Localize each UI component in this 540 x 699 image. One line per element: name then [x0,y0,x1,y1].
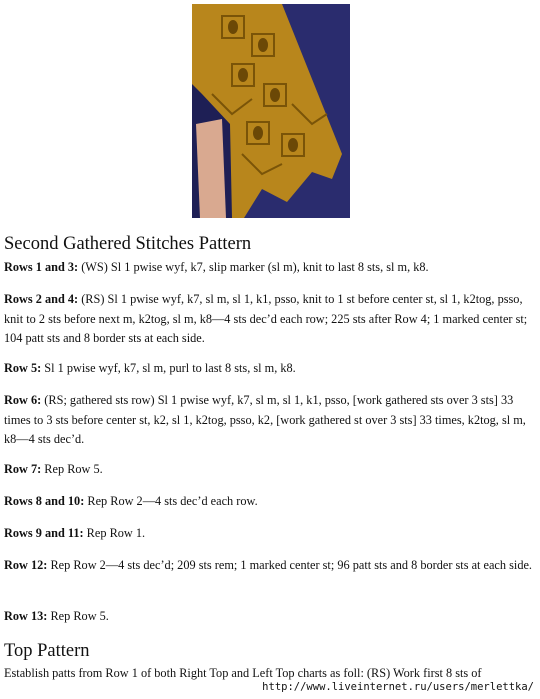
row-instruction-4: Row 6: (RS; gathered sts row) Sl 1 pwise wyf, k7, sl m, sl 1, k1, psso, [work gathered sts over 3 sts] 33 times to 3 sts before center st, k2, sl 1, k2tog, psso, k2, [work gathered st over 3 sts] 33 times, k2tog, sl m, k8—4 sts dec’d. [4,393,526,446]
row-instruction-1: Rows 1 and 3: (WS) Sl 1 pwise wyf, k7, slip marker (sl m), knit to last 8 sts, sl m, k8. [4,260,429,274]
shawl-photo [192,4,350,218]
top-pattern-intro: Establish patts from Row 1 of both Right Top and Left Top charts as foll: (RS) Work first 8 sts of [4,666,482,680]
section-heading-gathered: Second Gathered Stitches Pattern [4,234,252,254]
row-instruction-8: Row 12: Rep Row 2—4 sts dec’d; 209 sts rem; 1 marked center st; 96 patt sts and 8 border sts at each side. [4,558,532,572]
row-instruction-5: Row 7: Rep Row 5. [4,462,103,476]
row-instruction-6: Rows 8 and 10: Rep Row 2—4 sts dec’d each row. [4,494,258,508]
section-heading-top: Top Pattern [4,641,90,661]
row-instruction-2: Rows 2 and 4: (RS) Sl 1 pwise wyf, k7, sl m, sl 1, k1, psso, knit to 1 st before center st, sl 1, k2tog, psso, knit to 2 sts before next m, k2tog, sl m, k8—4 sts dec’d each row; 225 sts after Row 4; 1 marked center st; 104 patt sts and 8 border sts at each side. [4,292,528,345]
source-url: http://www.liveinternet.ru/users/merlettka/ [262,681,534,693]
row-instruction-9: Row 13: Rep Row 5. [4,609,109,623]
row-instruction-3: Row 5: Sl 1 pwise wyf, k7, sl m, purl to last 8 sts, sl m, k8. [4,361,296,375]
row-instruction-7: Rows 9 and 11: Rep Row 1. [4,526,146,540]
